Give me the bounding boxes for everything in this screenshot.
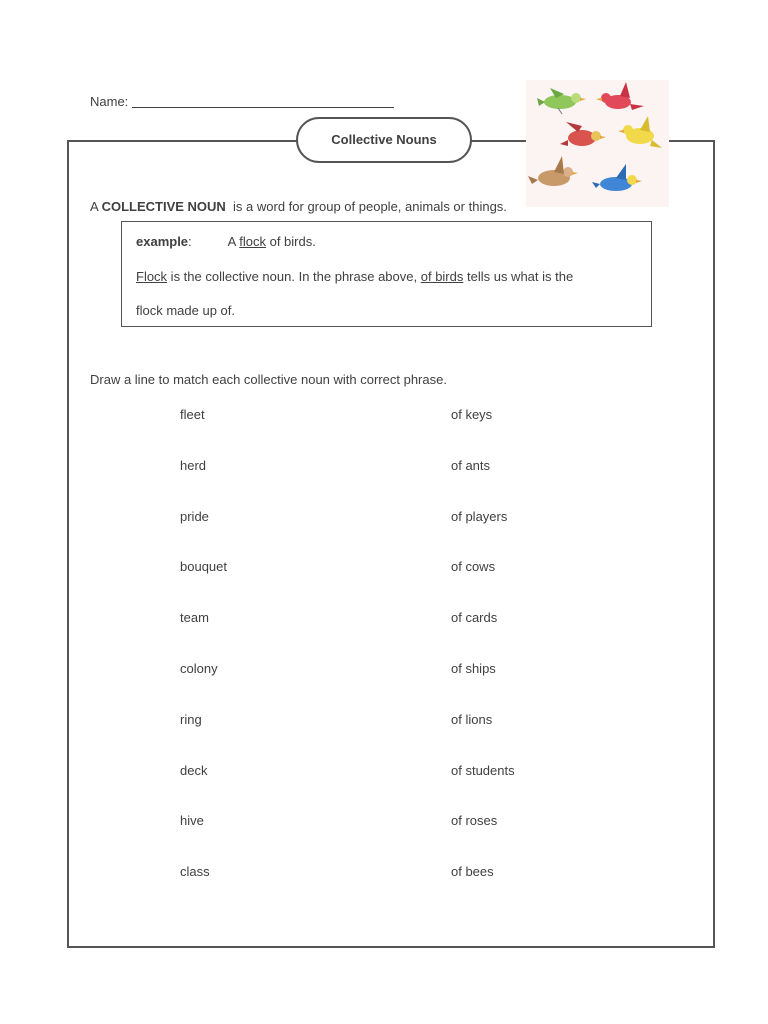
phrase-item[interactable]: of ants bbox=[451, 457, 491, 473]
noun-item[interactable]: team bbox=[180, 610, 209, 626]
noun-item[interactable]: class bbox=[180, 864, 210, 880]
birds-illustration bbox=[526, 80, 669, 207]
phrase-item[interactable]: of bees bbox=[451, 864, 494, 880]
noun-item[interactable]: herd bbox=[180, 457, 207, 473]
example-label: example bbox=[136, 234, 189, 249]
phrase-item[interactable]: of cards bbox=[451, 610, 498, 626]
phrase-item[interactable]: of ships bbox=[451, 660, 496, 676]
bird-green-icon bbox=[537, 88, 586, 114]
phrase-item[interactable]: of players bbox=[451, 508, 508, 524]
explanation-line: Flock is the collective noun. In the phrase above, of birds tells us what is the bbox=[136, 269, 574, 284]
bird-yellow-icon bbox=[618, 116, 662, 148]
bird-brown-icon bbox=[528, 156, 578, 186]
phrases-column bbox=[451, 407, 515, 915]
name-label: Name: bbox=[90, 94, 129, 109]
noun-item[interactable]: pride bbox=[180, 508, 209, 524]
worksheet-title: Collective Nouns bbox=[296, 117, 472, 163]
bird-blue-icon bbox=[592, 164, 642, 191]
example-line: example: A flock of birds. bbox=[136, 234, 316, 249]
phrase-item[interactable]: of cows bbox=[451, 559, 496, 575]
noun-item[interactable]: hive bbox=[180, 813, 204, 829]
noun-item[interactable]: colony bbox=[180, 660, 218, 676]
noun-item[interactable]: ring bbox=[180, 711, 202, 727]
noun-item[interactable]: fleet bbox=[180, 407, 205, 422]
noun-item[interactable]: deck bbox=[180, 762, 208, 778]
definition-text: A COLLECTIVE NOUN is a word for group of people, animals or things. bbox=[90, 199, 507, 214]
phrase-item[interactable]: of students bbox=[451, 762, 515, 778]
phrase-item[interactable]: of keys bbox=[451, 407, 493, 422]
phrase-item[interactable]: of lions bbox=[451, 711, 493, 727]
name-blank[interactable] bbox=[132, 107, 394, 108]
example-box bbox=[121, 221, 652, 327]
noun-item[interactable]: bouquet bbox=[180, 559, 227, 575]
example-noun: flock bbox=[239, 234, 266, 249]
name-line bbox=[90, 94, 394, 109]
bird-red-icon bbox=[596, 82, 644, 110]
nouns-column bbox=[180, 407, 227, 915]
bird-crimson-icon bbox=[560, 122, 606, 146]
definition-term: COLLECTIVE NOUN bbox=[101, 199, 226, 214]
phrase-item[interactable]: of roses bbox=[451, 813, 498, 829]
instruction-text: Draw a line to match each collective noun with correct phrase. bbox=[90, 372, 447, 387]
explanation-line-continued: flock made up of. bbox=[136, 303, 235, 318]
